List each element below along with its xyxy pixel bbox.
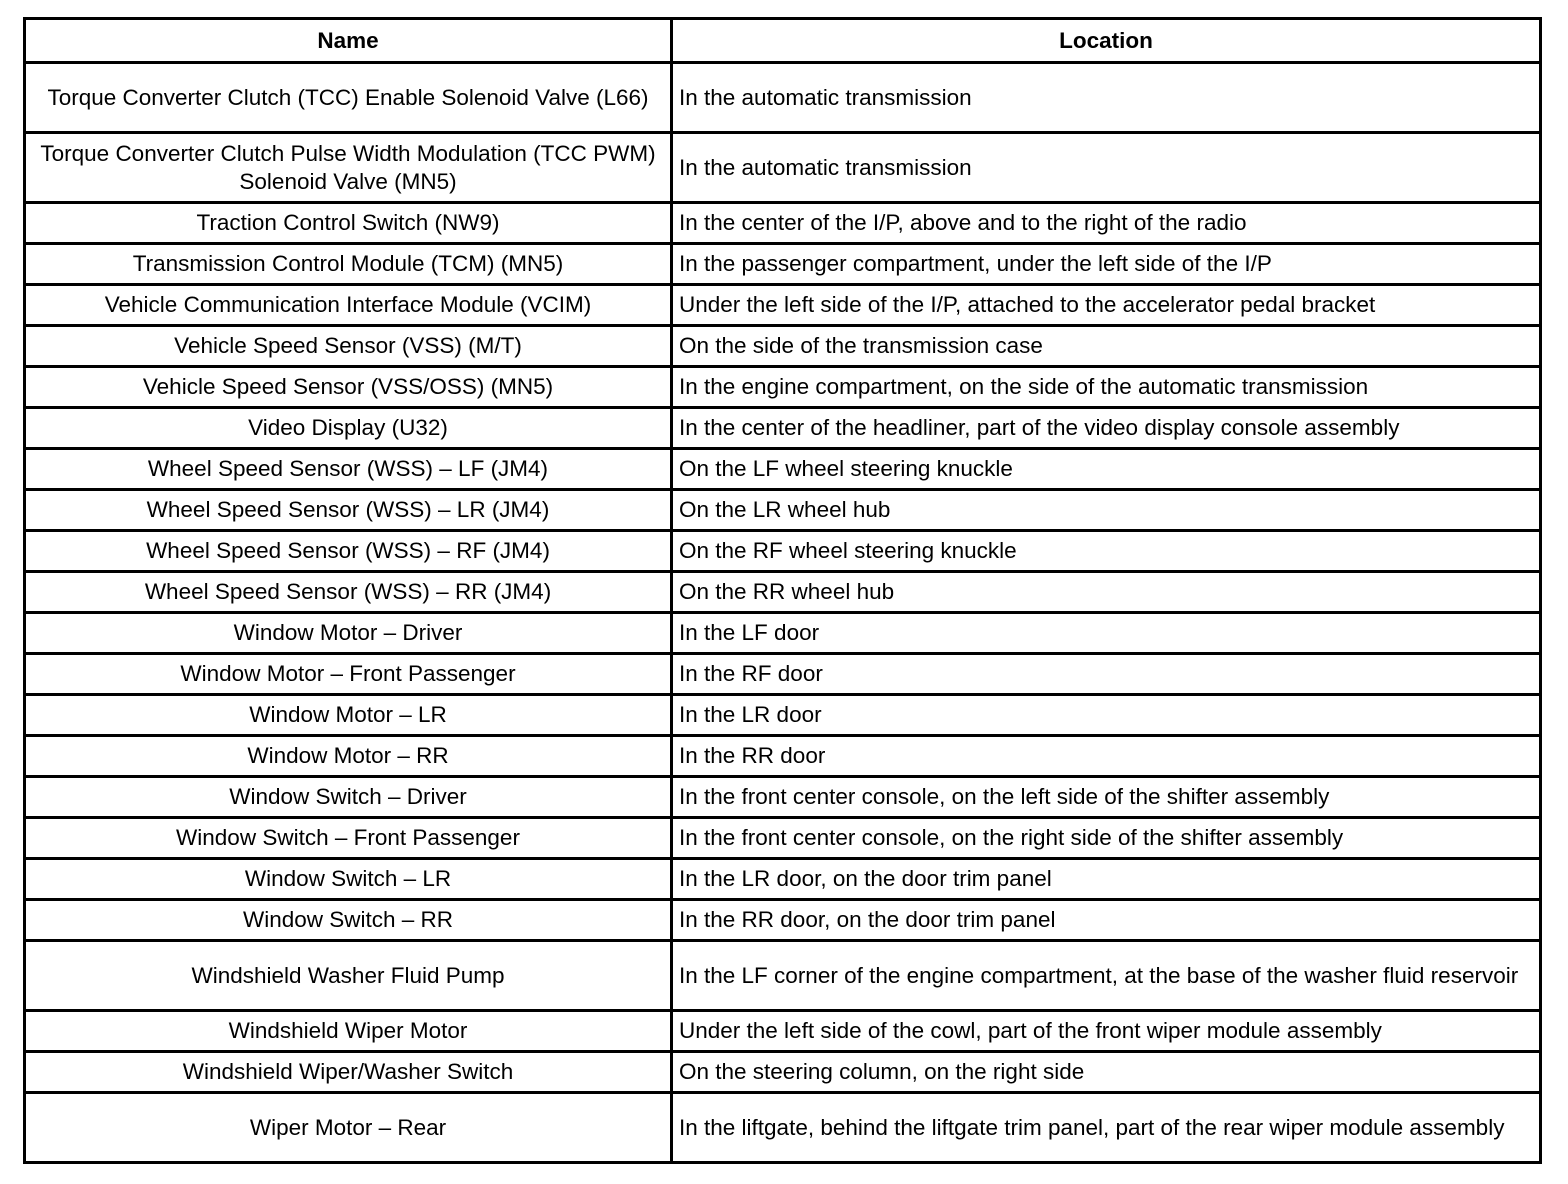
component-name-cell: Torque Converter Clutch (TCC) Enable Solenoid Valve (L66) (25, 63, 672, 133)
component-location-cell: In the liftgate, behind the liftgate trim panel, part of the rear wiper module assembly (672, 1093, 1541, 1163)
component-name-cell: Wheel Speed Sensor (WSS) – RF (JM4) (25, 531, 672, 572)
component-location-cell: On the steering column, on the right side (672, 1052, 1541, 1093)
component-name-cell: Video Display (U32) (25, 408, 672, 449)
component-name-cell: Vehicle Communication Interface Module (VCIM) (25, 285, 672, 326)
component-location-cell: In the front center console, on the right side of the shifter assembly (672, 818, 1541, 859)
component-name-cell: Window Switch – Driver (25, 777, 672, 818)
component-name-cell: Wheel Speed Sensor (WSS) – RR (JM4) (25, 572, 672, 613)
component-location-cell: In the LR door, on the door trim panel (672, 859, 1541, 900)
component-name-cell: Window Switch – RR (25, 900, 672, 941)
component-locations-table (23, 17, 1542, 1164)
component-name-cell: Traction Control Switch (NW9) (25, 203, 672, 244)
table-row (25, 285, 1541, 326)
table-row (25, 777, 1541, 818)
component-location-cell: In the engine compartment, on the side of the automatic transmission (672, 367, 1541, 408)
table-row (25, 572, 1541, 613)
component-locations-table-container (23, 17, 1539, 1164)
component-name-cell: Wheel Speed Sensor (WSS) – LF (JM4) (25, 449, 672, 490)
component-location-cell: In the RR door, on the door trim panel (672, 900, 1541, 941)
table-row (25, 1011, 1541, 1052)
table-row (25, 1052, 1541, 1093)
component-location-cell: In the RR door (672, 736, 1541, 777)
component-location-cell: In the center of the headliner, part of the video display console assembly (672, 408, 1541, 449)
table-row (25, 818, 1541, 859)
table-row (25, 449, 1541, 490)
table-row (25, 654, 1541, 695)
component-name-cell: Window Motor – LR (25, 695, 672, 736)
component-name-cell: Wheel Speed Sensor (WSS) – LR (JM4) (25, 490, 672, 531)
component-name-cell: Windshield Wiper/Washer Switch (25, 1052, 672, 1093)
table-row (25, 531, 1541, 572)
column-header-location: Location (672, 19, 1541, 63)
table-row (25, 408, 1541, 449)
table-row (25, 941, 1541, 1011)
table-row (25, 367, 1541, 408)
component-name-cell: Windshield Washer Fluid Pump (25, 941, 672, 1011)
component-location-cell: In the passenger compartment, under the left side of the I/P (672, 244, 1541, 285)
component-name-cell: Windshield Wiper Motor (25, 1011, 672, 1052)
table-row (25, 695, 1541, 736)
table-row (25, 1093, 1541, 1163)
component-name-cell: Window Switch – LR (25, 859, 672, 900)
table-row (25, 203, 1541, 244)
component-location-cell: Under the left side of the cowl, part of the front wiper module assembly (672, 1011, 1541, 1052)
component-location-cell: In the automatic transmission (672, 133, 1541, 203)
component-location-cell: On the side of the transmission case (672, 326, 1541, 367)
component-name-cell: Wiper Motor – Rear (25, 1093, 672, 1163)
component-location-cell: On the LR wheel hub (672, 490, 1541, 531)
component-location-cell: In the LR door (672, 695, 1541, 736)
component-location-cell: Under the left side of the I/P, attached to the accelerator pedal bracket (672, 285, 1541, 326)
component-location-cell: In the RF door (672, 654, 1541, 695)
table-header-row (25, 19, 1541, 63)
component-name-cell: Transmission Control Module (TCM) (MN5) (25, 244, 672, 285)
component-name-cell: Window Switch – Front Passenger (25, 818, 672, 859)
component-location-cell: On the RF wheel steering knuckle (672, 531, 1541, 572)
component-location-cell: In the center of the I/P, above and to the right of the radio (672, 203, 1541, 244)
column-header-name: Name (25, 19, 672, 63)
table-row (25, 326, 1541, 367)
table-row (25, 859, 1541, 900)
table-row (25, 613, 1541, 654)
table-row (25, 736, 1541, 777)
component-location-cell: In the automatic transmission (672, 63, 1541, 133)
component-location-cell: On the LF wheel steering knuckle (672, 449, 1541, 490)
table-row (25, 63, 1541, 133)
table-row (25, 900, 1541, 941)
component-location-cell: In the LF door (672, 613, 1541, 654)
component-name-cell: Vehicle Speed Sensor (VSS) (M/T) (25, 326, 672, 367)
component-location-cell: In the LF corner of the engine compartment, at the base of the washer fluid reservoir (672, 941, 1541, 1011)
component-name-cell: Window Motor – Front Passenger (25, 654, 672, 695)
component-name-cell: Vehicle Speed Sensor (VSS/OSS) (MN5) (25, 367, 672, 408)
table-row (25, 490, 1541, 531)
component-location-cell: In the front center console, on the left side of the shifter assembly (672, 777, 1541, 818)
component-name-cell: Window Motor – RR (25, 736, 672, 777)
component-name-cell: Torque Converter Clutch Pulse Width Modulation (TCC PWM) Solenoid Valve (MN5) (25, 133, 672, 203)
component-name-cell: Window Motor – Driver (25, 613, 672, 654)
component-location-cell: On the RR wheel hub (672, 572, 1541, 613)
table-row (25, 133, 1541, 203)
table-row (25, 244, 1541, 285)
